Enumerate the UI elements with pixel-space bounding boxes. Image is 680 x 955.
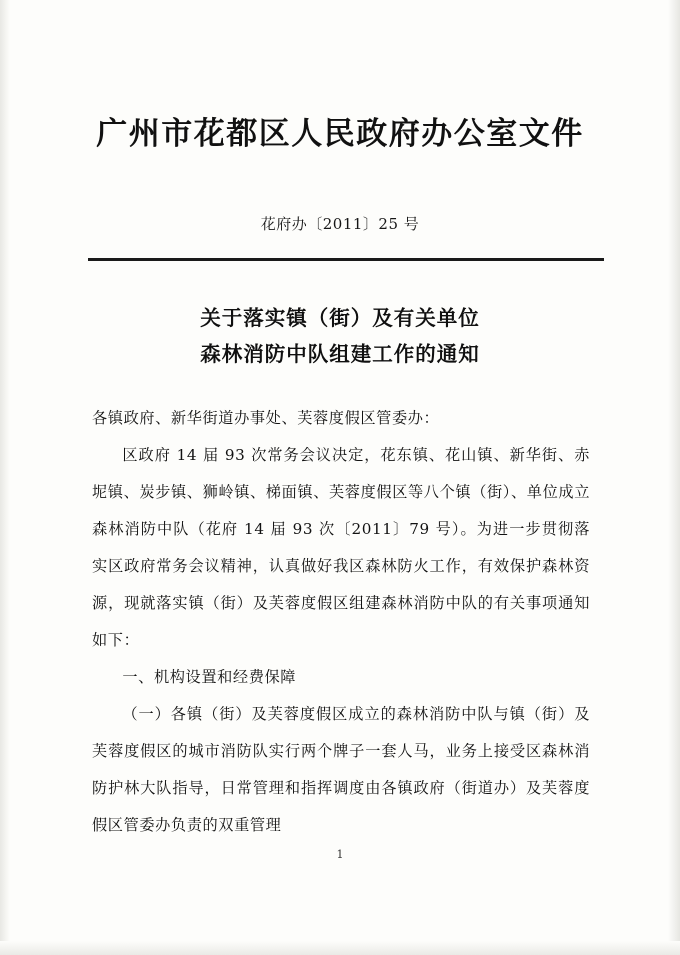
body-paragraph-2: 一、机构设置和经费保障	[122, 668, 297, 686]
header-divider-rule	[88, 258, 604, 261]
body-paragraph-3: （一）各镇（街）及芙蓉度假区成立的森林消防中队与镇（街）及芙蓉度假区的城市消防队实行两个牌子一套人马，业务上接受区森林消防护林大队指导，日常管理和指挥调度由各镇政府（街道办）及芙蓉度假区管委办负责的双重管理	[92, 705, 590, 834]
document-title-line-1: 关于落实镇（街）及有关单位	[200, 306, 480, 330]
document-number: 花府办〔2011〕25 号	[260, 215, 420, 233]
salutation: 各镇政府、新华街道办事处、芙蓉度假区管委办：	[92, 409, 440, 427]
document-masthead: 广州市花都区人民政府办公室文件	[96, 116, 584, 152]
body-paragraph-1: 区政府 14 届 93 次常务会议决定，花东镇、花山镇、新华街、赤坭镇、炭步镇、狮岭镇、梯面镇、芙蓉度假区等八个镇（街）、单位成立森林消防中队（花府 14 届 93 次〔2011〕79 号）。为进一步贯彻落实区政府常务会议精神，认真做好我区森林防火工作，有效保护森林资源，现就落实镇（街）及芙蓉度假区组建森林消防中队的有关事项通知如下：	[92, 446, 590, 649]
scan-edge-bottom	[0, 941, 680, 955]
document-title-line-2: 森林消防中队组建工作的通知	[200, 342, 480, 366]
document-title	[0, 300, 680, 372]
page-number: 1	[336, 848, 344, 861]
document-body	[92, 400, 590, 844]
